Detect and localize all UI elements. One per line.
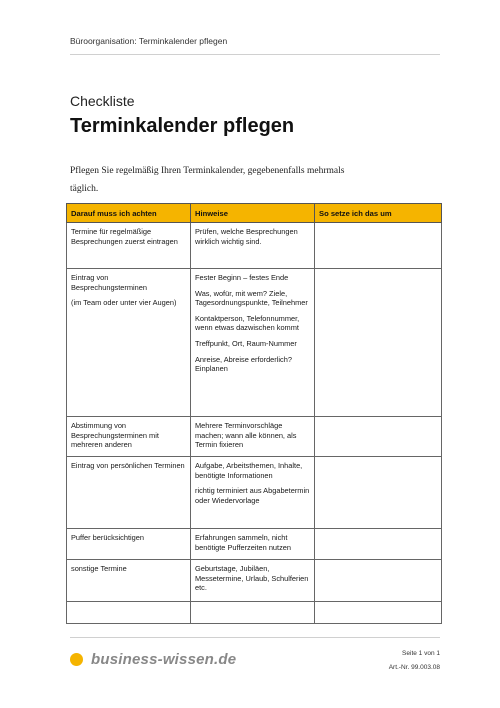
cell-text: Fester Beginn – festes Ende (195, 273, 289, 282)
cell-text: Treffpunkt, Ort, Raum-Nummer (195, 338, 297, 348)
cell-text: Aufgabe, Arbeitsthemen, Inhalte, benötigte Informationen (195, 461, 303, 480)
cell-notes (191, 269, 315, 417)
table-row (67, 417, 442, 457)
table-row (67, 560, 442, 602)
cell-attention (67, 529, 191, 560)
cell-notes (191, 417, 315, 457)
cell-implementation[interactable] (315, 417, 442, 457)
cell-implementation[interactable] (315, 560, 442, 602)
cell-text: Mehrere Terminvorschläge machen; wann alle können, als Termin fixieren (195, 421, 297, 450)
cell-notes (191, 560, 315, 602)
table-row (67, 457, 442, 529)
brand-logo[interactable] (70, 651, 236, 668)
cell-text: sonstige Termine (71, 564, 127, 573)
logo-text: business-wissen.de (91, 651, 237, 668)
cell-text: Erfahrungen sammeln, nicht benötigte Pufferzeiten nutzen (195, 533, 292, 552)
cell-attention[interactable] (67, 602, 191, 624)
cell-text: Puffer berücksichtigen (71, 533, 144, 542)
header-cell-notes: Hinweise (191, 204, 315, 223)
cell-text: Prüfen, welche Besprechungen wirklich wichtig sind. (195, 227, 298, 246)
article-number: Art.-Nr. 99.003.08 (388, 664, 440, 671)
cell-text: Eintrag von persönlichen Terminen (71, 461, 185, 470)
cell-text: Was, wofür, mit wem? Ziele, Tagesordnungspunkte, Teilnehmer (195, 288, 308, 308)
cell-text: richtig terminiert aus Abgabetermin oder Wiedervorlage (195, 486, 310, 505)
intro-paragraph: Pflegen Sie regelmäßig Ihren Terminkalender, gegebenenfalls mehrmals täglich. (70, 166, 345, 194)
header-cell-attention: Darauf muss ich achten (67, 204, 191, 223)
header-cell-implementation: So setze ich das um (315, 204, 442, 223)
cell-attention (67, 269, 191, 417)
cell-implementation[interactable] (315, 529, 442, 560)
cell-text: Eintrag von Besprechungsterminen (71, 273, 148, 292)
cell-implementation[interactable] (315, 223, 442, 269)
checklist-table (66, 203, 442, 624)
cell-attention (67, 223, 191, 269)
page-info (389, 647, 440, 675)
cell-notes (191, 457, 315, 529)
header-divider (70, 54, 440, 55)
cell-attention (67, 560, 191, 602)
table-row (67, 223, 442, 269)
cell-notes (191, 529, 315, 560)
cell-text: Abstimmung von Besprechungsterminen mit mehreren anderen (71, 421, 159, 450)
table-header-row (67, 204, 442, 223)
cell-text: Geburtstage, Jubiläen, Messetermine, Urlaub, Schulferien etc. (195, 564, 309, 593)
document-kicker: Checkliste (70, 93, 135, 109)
table-row (67, 602, 442, 624)
table-row (67, 529, 442, 560)
cell-text: (im Team oder unter vier Augen) (71, 298, 177, 308)
page-number: Seite 1 von 1 (402, 650, 440, 657)
cell-notes (191, 223, 315, 269)
cell-text: Termine für regelmäßige Besprechungen zuerst eintragen (71, 227, 178, 246)
cell-implementation[interactable] (315, 602, 442, 624)
cell-attention (67, 417, 191, 457)
table-row (67, 269, 442, 417)
cell-text: Kontaktperson, Telefonnummer, wenn etwas dazwischen kommt (195, 313, 300, 333)
footer-divider (70, 637, 440, 638)
cell-implementation[interactable] (315, 457, 442, 529)
page-title: Terminkalender pflegen (70, 115, 295, 137)
logo-dot-icon (70, 653, 83, 666)
cell-text: Anreise, Abreise erforderlich? Einplanen (195, 354, 292, 374)
cell-implementation[interactable] (315, 269, 442, 417)
document-header-title: Büroorganisation: Terminkalender pflegen (70, 36, 228, 46)
cell-notes[interactable] (191, 602, 315, 624)
cell-attention (67, 457, 191, 529)
